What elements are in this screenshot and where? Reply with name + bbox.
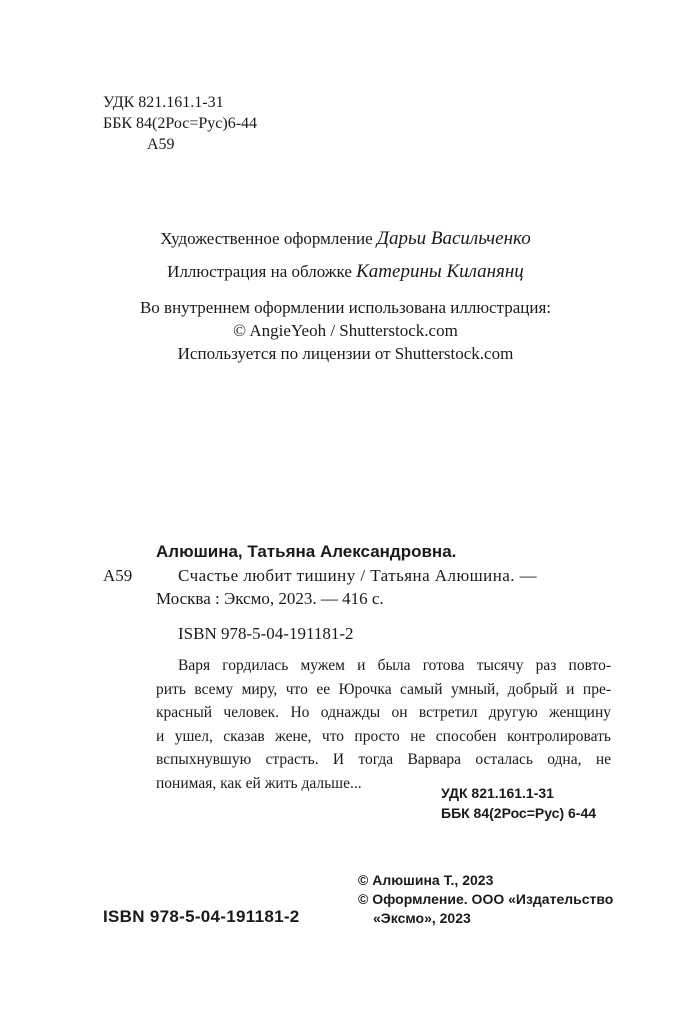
- cover-credit-prefix: Иллюстрация на обложке: [167, 262, 352, 281]
- annotation-line: Варя гордилась мужем и была готова тысячу раз повто-: [178, 657, 611, 674]
- copyright-design-line-2: «Эксмо», 2023: [373, 910, 471, 926]
- designer-name: Дарьи Васильченко: [376, 228, 531, 249]
- annotation-line: и ушел, сказав жене, что просто не способен контролировать: [156, 727, 611, 745]
- illustrator-name: Катерины Киланянц: [356, 261, 524, 282]
- license-line: Используется по лицензии от Shutterstock.com: [177, 344, 514, 363]
- bbk-top: ББК 84(2Рос=Рус)6-44: [103, 115, 258, 132]
- title-line-1: Счастье любит тишину / Татьяна Алюшина. —: [178, 566, 538, 585]
- copyright-design-line-1: © Оформление. ООО «Издательство: [358, 891, 614, 907]
- author-mark: А59: [103, 566, 133, 585]
- annotation: [156, 654, 611, 795]
- annotation-line: красный человек. Но однажды он встретил другую женщину: [156, 704, 611, 721]
- bbk-bottom: ББК 84(2Рос=Рус) 6-44: [441, 805, 597, 821]
- interior-credit: Во внутреннем оформлении использована иллюстрация:: [139, 298, 552, 317]
- interior-copyright: © AngieYeoh / Shutterstock.com: [233, 321, 458, 340]
- annotation-line: рить всему миру, что ее Юрочка самый умный, добрый и пре-: [156, 680, 611, 698]
- udk-top: УДК 821.161.1-31: [103, 94, 224, 111]
- isbn-footer: ISBN 978-5-04-191181-2: [103, 907, 300, 926]
- isbn-record: ISBN 978-5-04-191181-2: [178, 624, 354, 643]
- udk-bottom: УДК 821.161.1-31: [441, 785, 554, 801]
- author-heading: Алюшина, Татьяна Александровна.: [156, 542, 457, 561]
- annotation-line: понимая, как ей жить дальше...: [156, 774, 362, 792]
- design-credit: [0, 228, 691, 250]
- copyright-author: © Алюшина Т., 2023: [358, 872, 494, 888]
- cover-credit: [0, 261, 691, 283]
- title-line-2: Москва : Эксмо, 2023. — 416 с.: [156, 589, 384, 608]
- design-credit-prefix: Художественное оформление: [160, 229, 373, 248]
- annotation-line: вспыхнувшую страсть. И тогда Варвара осталась одна, не: [156, 751, 611, 768]
- author-mark-top: А59: [147, 136, 175, 153]
